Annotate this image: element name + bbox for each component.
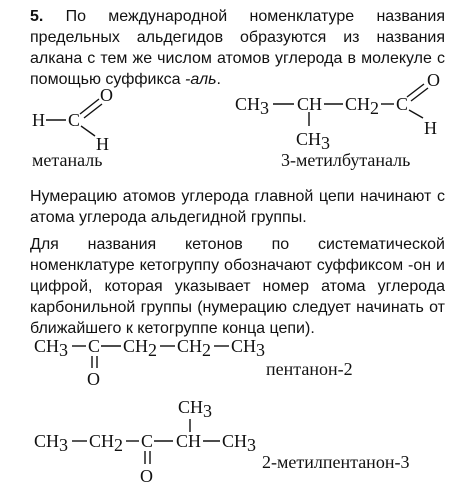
pentanone-name: пентанон-2 [266, 359, 353, 379]
intro-paragraph: 5. По международной номенклатуре названия предельных альдегидов образуются из названия алкана с тем же числом атомов углерода в молекуле с помощью суффикса -аль. [30, 8, 445, 88]
atom-o: O [427, 70, 440, 90]
intro-text: По международной номенклатуре названия предельных альдегидов образуются из названия алкана с тем же числом атомов углерода в молекуле с помощью суффикса [30, 8, 445, 88]
intro-suffix: -аль [185, 71, 217, 88]
atom-o: O [100, 85, 113, 105]
group-ch3: CH3 [235, 94, 270, 118]
methylpentanone-name: 2-метилпентанон-3 [262, 452, 410, 472]
group-ch2: CH2 [345, 94, 380, 118]
double-bond [407, 84, 424, 97]
atom-o: O [140, 466, 153, 486]
atom-c: C [68, 110, 81, 130]
group-ch3: CH3 [231, 336, 266, 360]
atom-c: C [396, 94, 409, 114]
atom-h: H [96, 134, 109, 154]
item-number: 5. [30, 8, 44, 25]
numbering-paragraph: Нумерацию атомов углерода главной цепи начинают с атома углерода альдегидной группы. [30, 188, 445, 226]
methylbutanal-formula [235, 70, 440, 153]
group-ch3: CH3 [34, 336, 69, 360]
group-ch3: CH3 [222, 431, 257, 455]
methanal-name: метаналь [32, 150, 103, 170]
atom-c: C [141, 431, 154, 451]
group-ch3: CH3 [34, 431, 69, 455]
atom-c: C [88, 336, 101, 356]
group-ch3-branch: CH3 [296, 129, 331, 153]
group-ch2: CH2 [89, 431, 124, 455]
double-bond [84, 104, 102, 118]
group-ch2: CH2 [177, 336, 212, 360]
group-ch2: CH2 [123, 336, 158, 360]
ketones-paragraph: Для названия кетонов по систематической номенклатуре кетогруппу обозначают суффиксом -он и цифрой, которая указывает номер атома углерода карбонильной группы (нумерацию следует начинать от ближайшего к кетогруппе конца цепи). [30, 236, 445, 337]
bond [81, 126, 95, 136]
pentanone-formula [34, 336, 265, 389]
methylbutanal-name: 3-метилбутаналь [281, 150, 411, 170]
double-bond [411, 88, 428, 101]
double-bond [80, 99, 99, 114]
atom-h: H [32, 110, 45, 130]
methylpentanone-formula [34, 397, 256, 486]
atom-o: O [87, 369, 100, 389]
group-ch3-branch: CH3 [178, 397, 213, 421]
methanal-formula [32, 85, 113, 154]
bond [409, 110, 423, 118]
group-ch: CH [297, 94, 323, 114]
group-ch: CH [176, 431, 202, 451]
atom-h: H [424, 118, 437, 138]
